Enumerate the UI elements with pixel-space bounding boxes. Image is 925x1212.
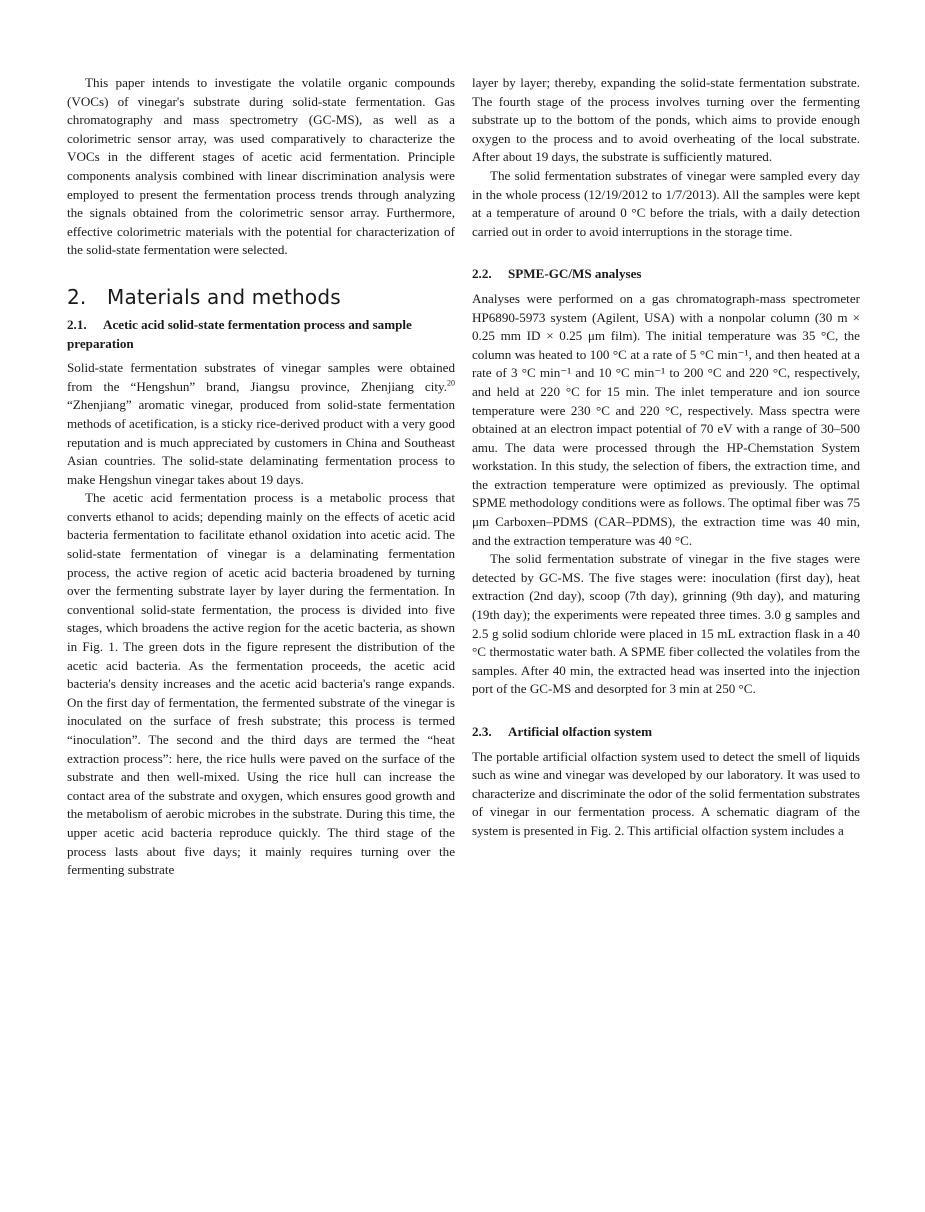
section-number: 2. [67,284,87,309]
subsection-heading-2-1 [67,316,455,353]
paragraph-text: Solid-state fermentation substrates of vinegar samples were obtained from the “Hengshun” brand, Jiangsu province, Zhenjiang city. [67,360,455,394]
left-column [67,74,455,880]
section-title: Materials and methods [107,284,341,309]
subsection-number: 2.3. [472,724,492,739]
subsection-number: 2.2. [472,266,492,282]
paragraph-sampling: The solid fermentation substrates of vinegar were sampled every day in the whole process (12/19/2012 to 1/7/2013). All the samples were kept at a temperature of around 0 °C before the trials, with a daily detection carried out in order to avoid interruptions in the storage time. [472,167,860,239]
subsection-title: Acetic acid solid-state fermentation process and sample preparation [67,316,412,351]
paragraph-samples [67,359,455,489]
citation-ref[interactable]: 20 [447,378,455,388]
subsection-number: 2.1. [67,316,87,332]
subsection-title: SPME-GC/MS analyses [508,266,642,282]
subsection-title: Artificial olfaction system [508,724,652,739]
paragraph-gcms: Analyses were performed on a gas chromatograph-mass spectrometer HP6890-5973 system (Agilent, USA) with a nonpolar column (30 m × 0.25 mm ID × 0.25 μm film). The initial temperature was 35 °C, the column was heated to 100 °C at a rate of 5 °C min⁻¹, and then heated at a rate of 3 °C min⁻¹ and 10 °C min⁻¹ to 200 °C and 220 °C, respectively, and held at 220 °C for 15 min. The inlet temperature and ion source temperature were 230 °C and 220 °C, respectively. Mass spectra were obtained at an electron impact potential of 70 eV with a range of 30–500 amu. The data were processed through the HP-Chemstation System workstation. In this study, the selection of fibers, the extraction time, and the extraction temperature were optimized as previously. The optimal SPME methodology conditions were as follows. The optimal fiber was 75 μm Carboxen–PDMS (CAR–PDMS), the extraction time was 40 min, and the extraction temperature was 40 °C. [472,290,860,548]
intro-paragraph: This paper intends to investigate the volatile organic compounds (VOCs) of vinegar's substrate during solid-state fermentation. Gas chromatography and mass spectrometry (GC-MS), as well as a colorimetric sensor array, was used comparatively to characterize the VOCs in the different stages of acetic acid fermentation. Principle components analysis combined with linear discrimination analysis were employed to present the fermentation process trends through analyzing the signals obtained from the colorimetric sensor array. Furthermore, effective colorimetric materials with the potential for characterization of the solid-state fermentation were selected. [67,75,455,258]
paragraph-stages: The solid fermentation substrate of vinegar in the five stages were detected by GC-MS. The five stages were: inoculation (first day), heat extraction (2nd day), scoop (7th day), grinning (9th day), and maturing (19th day); the experiments were repeated three times. 3.0 g samples and 2.5 g solid sodium chloride were placed in 15 mL extraction flask in a 40 °C thermostatic water bath. A SPME fiber collected the volatiles from the samples. After 40 min, the extracted head was inserted into the injection port of the GC-MS and desorpted for 3 min at 250 °C. [472,551,860,697]
subsection-heading-2-2 [472,265,860,284]
paragraph-continued: layer by layer; thereby, expanding the solid-state fermentation substrate. The fourth stage of the process involves turning over the fermenting substrate up to the bottom of the ponds, which aims to provide enough oxygen to the process and to avoid overheating of the local substrate. After about 19 days, the substrate is sufficiently matured. [472,75,860,165]
paragraph-text: “Zhenjiang” aromatic vinegar, produced from solid-state fermentation methods of acetification, is a sticky rice-derived product with a very good reputation and is much appreciated by customers in China and Southeast Asian countries. The solid-state delaminating fermentation process to make Hengshun vinegar takes about 19 days. [67,397,455,487]
section-heading [67,284,455,310]
paragraph-olfaction: The portable artificial olfaction system used to detect the smell of liquids such as wine and vinegar was developed by our laboratory. It was used to characterize and discriminate the odor of the solid fermentation substrates of vinegar in our fermentation process. A schematic diagram of the system is presented in Fig. 2. This artificial olfaction system includes a [472,748,860,838]
subsection-heading-2-3 [472,723,860,742]
paragraph-process: The acetic acid fermentation process is a metabolic process that converts ethanol to acids; depending mainly on the effects of acetic acid bacteria fermentation to facilitate ethanol oxidation into acetic acid. The solid-state fermentation of vinegar is a delaminating fermentation process, the active region of acetic acid bacteria broadened by turning over the fermenting substrate layer by layer during the fermentation. In conventional solid-state fermentation, the process is divided into five stages, which broadens the active region for the acetic bacteria, as shown in Fig. 1. The green dots in the figure represent the distribution of the acetic acid bacteria. As the fermentation proceeds, the acetic acid bacteria's density increases and the acetic acid bacteria's range expands. On the first day of fermentation, the fermented substrate of the vinegar is inoculated on the surface of fresh substrate; this process is termed “inoculation”. The second and the third days are termed the “heat extraction process”: here, the rice hulls were paved on the surface of the substrate and then well-mixed. Using the rice hull can increase the contact area of the substrate and oxygen, which ensures good growth and the metabolism of aerobic microbes in the substrate. During this time, the upper acetic acid bacteria reproduce quickly. The third stage of the process lasts about five days; it mainly requires turning over the fermenting substrate [67,490,455,878]
right-column [472,74,860,841]
